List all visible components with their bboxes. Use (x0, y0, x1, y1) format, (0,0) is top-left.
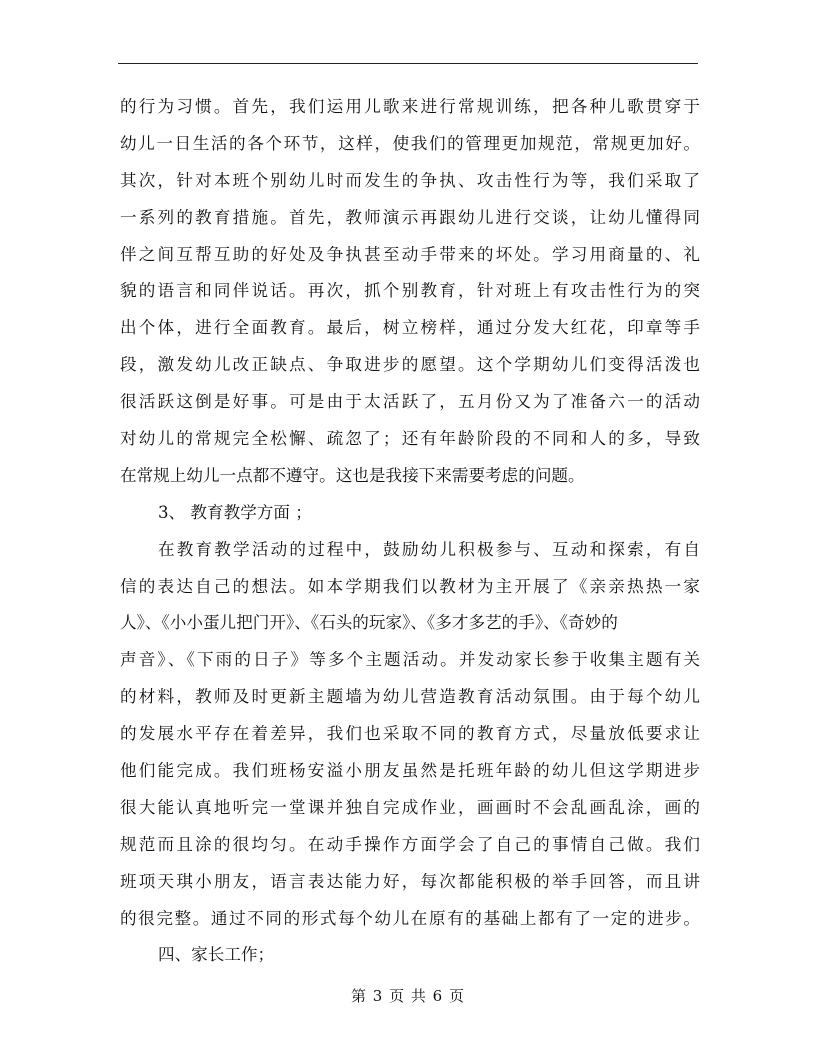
section-heading: 四、家长工作； (158, 945, 275, 965)
body-text (120, 89, 700, 974)
text-line: 段，激发幼儿改正缺点、争取进步的愿望。这个学期幼儿们变得活泼也 (120, 355, 700, 375)
section-heading: 3、 教育教学方面 ； (158, 502, 312, 522)
text-line: 在常规上幼儿一点都不遵守。这也是我接下来需要考虑的问题。 (120, 465, 585, 485)
text-line: 对幼儿的常规完全松懈、疏忽了；还有年龄阶段的不同和人的多，导致 (120, 429, 700, 449)
text-line: 班项天琪小朋友，语言表达能力好，每次都能积极的举手回答，而且讲 (120, 871, 700, 891)
header-rule (118, 63, 698, 64)
text-line: 的行为习惯。首先，我们运用儿歌来进行常规训练，把各种儿歌贯穿于 (120, 97, 700, 116)
text-line: 很大能认真地听完一堂课并独自完成作业，画画时不会乱画乱涂，画的 (120, 797, 700, 817)
text-line: 幼儿一日生活的各个环节，这样，使我们的管理更加规范，常规更加好。 (120, 133, 700, 153)
text-line: 的材料，教师及时更新主题墙为幼儿营造教育活动氛围。由于每个幼儿 (120, 687, 700, 707)
text-line: 的发展水平存在着差异，我们也采取不同的教育方式，尽量放低要求让 (120, 724, 700, 744)
text-line: 人》、《小小蛋儿把门开》、《石头的玩家》、《多才多艺的手》、《奇妙的 (120, 613, 618, 633)
text-line: 伴之间互帮互助的好处及争执甚至动手带来的坏处。学习用商量的、礼 (120, 244, 700, 264)
text-line: 声音》、《下雨的日子》等多个主题活动。并发动家长参于收集主题有关 (120, 650, 700, 670)
text-line: 他们能完成。我们班杨安溢小朋友虽然是托班年龄的幼儿但这学期进步 (120, 761, 700, 781)
text-line: 信的表达自己的想法。如本学期我们以教材为主开展了《亲亲热热一家 (120, 576, 700, 596)
page-number: 第 3 页 共 6 页 (351, 987, 465, 1005)
text-line: 在教育教学活动的过程中，鼓励幼儿积极参与、互动和探索，有自 (158, 539, 700, 559)
text-line: 很活跃这倒是好事。可是由于太活跃了，五月份又为了准备六一的活动 (120, 392, 700, 412)
text-line: 一系列的教育措施。首先，教师演示再跟幼儿进行交谈，让幼儿懂得同 (120, 207, 700, 227)
text-line: 的很完整。通过不同的形式每个幼儿在原有的基础上都有了一定的进步。 (120, 908, 700, 928)
text-line: 貌的语言和同伴说话。再次，抓个别教育，针对班上有攻击性行为的突 (120, 281, 700, 301)
text-line: 出个体，进行全面教育。最后，树立榜样，通过分发大红花，印章等手 (120, 318, 700, 338)
text-line: 其次，针对本班个别幼儿时而发生的争执、攻击性行为等，我们采取了 (120, 170, 700, 190)
text-line: 规范而且涂的很均匀。在动手操作方面学会了自己的事情自己做。我们 (120, 834, 700, 854)
